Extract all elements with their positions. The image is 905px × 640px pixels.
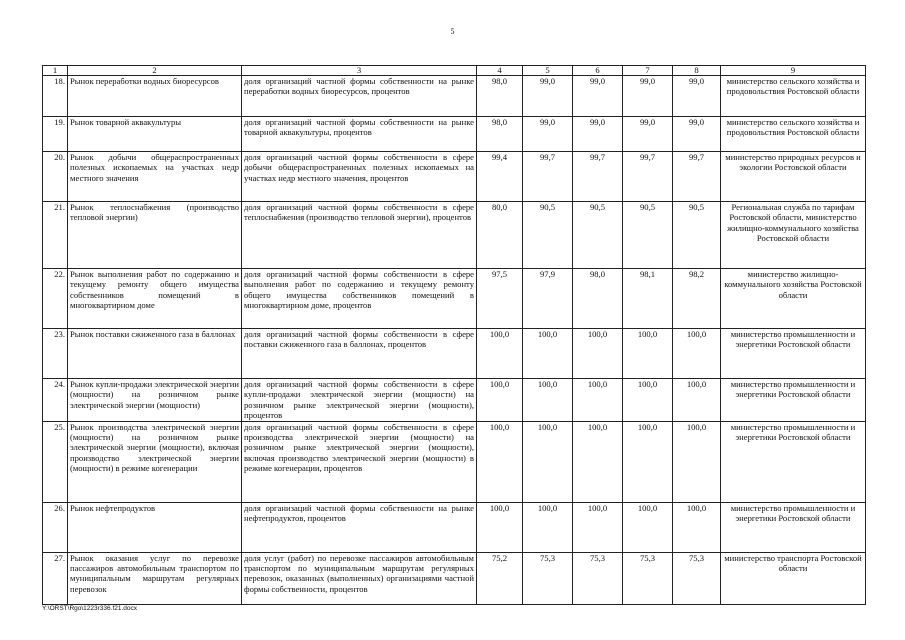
value-col5: 99,0 <box>523 117 573 152</box>
page-number: 5 <box>450 27 455 36</box>
market-name: Рынок добычи общераспространенных полезных ископаемых на участках недр местного значения <box>68 152 242 202</box>
responsible-body: министерство жилищно-коммунального хозяйства Ростовской области <box>721 269 866 329</box>
value-col7: 98,1 <box>623 269 673 329</box>
row-number: 25. <box>43 421 68 502</box>
market-name: Рынок купли-продажи электрической энергии (мощности) на розничном рынке электрической энергии (мощности) <box>68 379 242 422</box>
header-cell: 6 <box>573 66 623 76</box>
table-row <box>43 421 866 502</box>
market-name: Рынок товарной аквакультуры <box>68 117 242 152</box>
row-number: 26. <box>43 502 68 552</box>
value-col8: 90,5 <box>673 202 721 269</box>
value-col6: 100,0 <box>573 379 623 422</box>
value-col5: 100,0 <box>523 329 573 379</box>
value-col5: 100,0 <box>523 379 573 422</box>
table-row <box>43 76 866 117</box>
value-col4: 75,2 <box>477 552 523 604</box>
value-col4: 100,0 <box>477 421 523 502</box>
value-col7: 99,0 <box>623 76 673 117</box>
table-row <box>43 117 866 152</box>
row-number: 21. <box>43 202 68 269</box>
indicator-text: доля организаций частной формы собственности в сфере теплоснабжения (производство тепловой энергии), процентов <box>242 202 477 269</box>
file-path-footer: Y:\ORST\Rgo\1223r336.f21.docx <box>42 605 138 612</box>
value-col8: 100,0 <box>673 329 721 379</box>
responsible-body: министерство сельского хозяйства и продовольствия Ростовской области <box>721 76 866 117</box>
row-number: 22. <box>43 269 68 329</box>
value-col8: 99,7 <box>673 152 721 202</box>
header-cell: 4 <box>477 66 523 76</box>
value-col6: 100,0 <box>573 421 623 502</box>
table-row <box>43 152 866 202</box>
indicator-text: доля организаций частной формы собственности в сфере выполнения работ по содержанию и текущему ремонту общего имущества собственников помещений в многоквартирном доме, процентов <box>242 269 477 329</box>
market-name: Рынок оказания услуг по перевозке пассажиров автомобильным транспортом по муниципальным маршрутам регулярных перевозок <box>68 552 242 604</box>
row-number: 19. <box>43 117 68 152</box>
value-col6: 100,0 <box>573 329 623 379</box>
table-row <box>43 552 866 604</box>
value-col4: 97,5 <box>477 269 523 329</box>
value-col6: 98,0 <box>573 269 623 329</box>
value-col4: 100,0 <box>477 379 523 422</box>
table-row <box>43 502 866 552</box>
indicator-text: доля организаций частной формы собственности в сфере производства электрической энергии (мощности) на розничном рынке электрической энергии (мощности), включая производство электрической энергии (мощности) в режиме когенерации, процентов <box>242 421 477 502</box>
value-col4: 80,0 <box>477 202 523 269</box>
row-number: 18. <box>43 76 68 117</box>
market-name: Рынок выполнения работ по содержанию и текущему ремонту общего имущества собственников помещений в многоквартирном доме <box>68 269 242 329</box>
value-col4: 98,0 <box>477 117 523 152</box>
header-cell: 7 <box>623 66 673 76</box>
value-col7: 99,7 <box>623 152 673 202</box>
responsible-body: министерство природных ресурсов и экологии Ростовской области <box>721 152 866 202</box>
value-col7: 100,0 <box>623 329 673 379</box>
market-name: Рынок производства электрической энергии (мощности) на розничном рынке электрической энергии (мощности), включая производство электрической энергии (мощности) в режиме когенерации <box>68 421 242 502</box>
indicator-text: доля организаций частной формы собственности в сфере добычи общераспространенных полезных ископаемых на участках недр местного значения, процентов <box>242 152 477 202</box>
market-name: Рынок поставки сжиженного газа в баллонах <box>68 329 242 379</box>
header-cell: 8 <box>673 66 721 76</box>
value-col5: 100,0 <box>523 502 573 552</box>
value-col4: 100,0 <box>477 502 523 552</box>
value-col4: 99,4 <box>477 152 523 202</box>
value-col4: 100,0 <box>477 329 523 379</box>
value-col5: 100,0 <box>523 421 573 502</box>
market-name: Рынок переработки водных биоресурсов <box>68 76 242 117</box>
value-col6: 99,0 <box>573 76 623 117</box>
value-col6: 99,7 <box>573 152 623 202</box>
value-col6: 90,5 <box>573 202 623 269</box>
table-row <box>43 379 866 422</box>
indicator-text: доля организаций частной формы собственности на рынке переработки водных биоресурсов, процентов <box>242 76 477 117</box>
value-col8: 98,2 <box>673 269 721 329</box>
header-row <box>43 66 866 76</box>
value-col4: 98,0 <box>477 76 523 117</box>
value-col8: 100,0 <box>673 379 721 422</box>
value-col5: 75,3 <box>523 552 573 604</box>
table-row <box>43 269 866 329</box>
value-col5: 99,0 <box>523 76 573 117</box>
value-col6: 99,0 <box>573 117 623 152</box>
value-col8: 75,3 <box>673 552 721 604</box>
header-cell: 9 <box>721 66 866 76</box>
market-name: Рынок нефтепродуктов <box>68 502 242 552</box>
value-col7: 100,0 <box>623 421 673 502</box>
responsible-body: министерство промышленности и энергетики Ростовской области <box>721 329 866 379</box>
value-col8: 100,0 <box>673 502 721 552</box>
value-col7: 90,5 <box>623 202 673 269</box>
table-row <box>43 202 866 269</box>
indicator-text: доля организаций частной формы собственности в сфере купли-продажи электрической энергии (мощности) на розничном рынке электрической энергии (мощности), процентов <box>242 379 477 422</box>
value-col8: 100,0 <box>673 421 721 502</box>
value-col7: 100,0 <box>623 502 673 552</box>
value-col5: 97,9 <box>523 269 573 329</box>
indicator-text: доля услуг (работ) по перевозке пассажиров автомобильным транспортом по муниципальным маршрутам регулярных перевозок, оказанных (выполненных) организациями частной формы собственности, процентов <box>242 552 477 604</box>
value-col5: 90,5 <box>523 202 573 269</box>
value-col6: 75,3 <box>573 552 623 604</box>
indicator-text: доля организаций частной формы собственности на рынке товарной аквакультуры, процентов <box>242 117 477 152</box>
value-col6: 100,0 <box>573 502 623 552</box>
table-row <box>43 329 866 379</box>
row-number: 23. <box>43 329 68 379</box>
header-cell: 3 <box>242 66 477 76</box>
value-col7: 99,0 <box>623 117 673 152</box>
competition-table <box>42 65 866 605</box>
header-cell: 5 <box>523 66 573 76</box>
indicator-text: доля организаций частной формы собственности на рынке нефтепродуктов, процентов <box>242 502 477 552</box>
value-col7: 75,3 <box>623 552 673 604</box>
row-number: 24. <box>43 379 68 422</box>
responsible-body: министерство сельского хозяйства и продовольствия Ростовской области <box>721 117 866 152</box>
responsible-body: министерство транспорта Ростовской области <box>721 552 866 604</box>
market-name: Рынок теплоснабжения (производство тепловой энергии) <box>68 202 242 269</box>
value-col8: 99,0 <box>673 117 721 152</box>
responsible-body: министерство промышленности и энергетики Ростовской области <box>721 502 866 552</box>
header-cell: 1 <box>43 66 68 76</box>
responsible-body: министерство промышленности и энергетики Ростовской области <box>721 379 866 422</box>
header-cell: 2 <box>68 66 242 76</box>
row-number: 20. <box>43 152 68 202</box>
value-col8: 99,0 <box>673 76 721 117</box>
value-col5: 99,7 <box>523 152 573 202</box>
value-col7: 100,0 <box>623 379 673 422</box>
responsible-body: министерство промышленности и энергетики Ростовской области <box>721 421 866 502</box>
indicator-text: доля организаций частной формы собственности в сфере поставки сжиженного газа в баллонах, процентов <box>242 329 477 379</box>
row-number: 27. <box>43 552 68 604</box>
responsible-body: Региональная служба по тарифам Ростовской области, министерство жилищно-коммунального хозяйства Ростовской области <box>721 202 866 269</box>
